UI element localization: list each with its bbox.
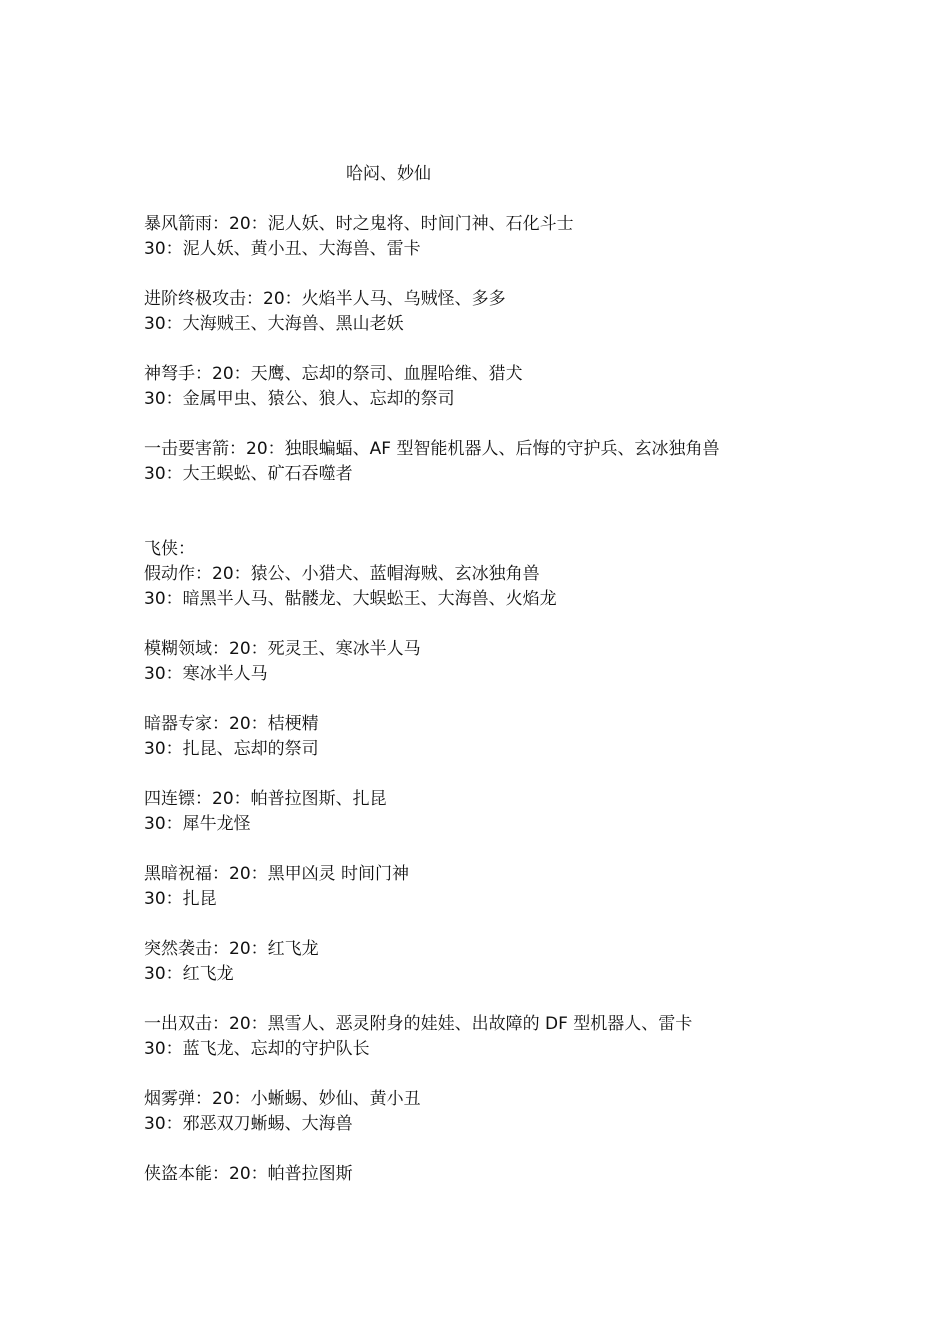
skill-entry-marksman	[144, 362, 924, 412]
skill-line-level-30: 30：邪恶双刀蜥蜴、大海兽	[144, 1114, 353, 1134]
skill-line-level-30: 30：红飞龙	[144, 964, 234, 984]
skill-line-level-20: 一击要害箭：20：独眼蝙蝠、AF 型智能机器人、后悔的守护兵、玄冰独角兽	[144, 439, 720, 459]
skill-line-level-30: 30：寒冰半人马	[144, 664, 268, 684]
blank-line	[144, 912, 924, 937]
blank-line	[144, 837, 924, 862]
skill-line-level-30: 30：扎昆、忘却的祭司	[144, 739, 319, 759]
blank-lines	[144, 487, 924, 537]
blank-line	[144, 262, 924, 287]
skill-line-level-20: 四连镖：20：帕普拉图斯、扎昆	[144, 789, 387, 809]
skill-line-level-20: 暗器专家：20：桔梗精	[144, 714, 319, 734]
skill-entry-quad-star	[144, 787, 924, 837]
skill-entry-hidden-weapon-expert	[144, 712, 924, 762]
skill-line-level-30: 30：扎昆	[144, 889, 217, 909]
skill-entry-smoke-bomb	[144, 1087, 924, 1137]
skill-line-level-20: 暴风箭雨：20：泥人妖、时之鬼将、时间门神、石化斗士	[144, 214, 574, 234]
blank-line	[144, 987, 924, 1012]
skill-entry-sudden-raid	[144, 937, 924, 987]
blank-line	[144, 687, 924, 712]
skill-entry-advanced-final-attack	[144, 287, 924, 337]
skill-line-level-20: 烟雾弹：20：小蜥蜴、妙仙、黄小丑	[144, 1089, 421, 1109]
skill-entry-critical-arrow	[144, 437, 924, 487]
skill-line-level-20: 突然袭击：20：红飞龙	[144, 939, 319, 959]
blank-line	[144, 612, 924, 637]
skill-entry-double-stab	[144, 1012, 924, 1062]
skill-line-level-20: 一出双击：20：黑雪人、恶灵附身的娃娃、出故障的 DF 型机器人、雷卡	[144, 1014, 693, 1034]
skill-entry-thief-instinct	[144, 1162, 924, 1187]
document-title: 哈闷、妙仙	[346, 164, 431, 184]
skill-line-level-30: 30：犀牛龙怪	[144, 814, 251, 834]
skill-line-level-30: 30：金属甲虫、猿公、狼人、忘却的祭司	[144, 389, 455, 409]
skill-line-level-30: 30：泥人妖、黄小丑、大海兽、雷卡	[144, 239, 421, 259]
skill-line-level-20: 假动作：20：猿公、小猎犬、蓝帽海贼、玄冰独角兽	[144, 564, 540, 584]
skill-line-level-20: 模糊领域：20：死灵王、寒冰半人马	[144, 639, 421, 659]
blank-line	[144, 1062, 924, 1087]
class-heading: 飞侠：	[144, 539, 195, 559]
skill-line-level-30: 30：蓝飞龙、忘却的守护队长	[144, 1039, 370, 1059]
blank-line	[144, 1137, 924, 1162]
skill-line-level-30: 30：大王蜈蚣、矿石吞噬者	[144, 464, 353, 484]
skill-line-level-30: 30：大海贼王、大海兽、黑山老妖	[144, 314, 404, 334]
document-body	[144, 212, 924, 1187]
skill-entry-thief-heading-and-fake-move	[144, 537, 924, 612]
blank-line	[144, 762, 924, 787]
blank-line	[144, 337, 924, 362]
skill-entry-storm-of-arrows	[144, 212, 924, 262]
skill-line-level-30: 30：暗黑半人马、骷髅龙、大蜈蚣王、大海兽、火焰龙	[144, 589, 557, 609]
skill-line-level-20: 进阶终极攻击：20：火焰半人马、乌贼怪、多多	[144, 289, 506, 309]
skill-line-level-20: 侠盗本能：20：帕普拉图斯	[144, 1164, 353, 1184]
skill-line-level-20: 神弩手：20：天鹰、忘却的祭司、血腥哈维、猎犬	[144, 364, 523, 384]
blank-line	[144, 412, 924, 437]
skill-entry-blur-field	[144, 637, 924, 687]
skill-line-level-20: 黑暗祝福：20：黑甲凶灵 时间门神	[144, 864, 410, 884]
skill-entry-dark-blessing	[144, 862, 924, 912]
